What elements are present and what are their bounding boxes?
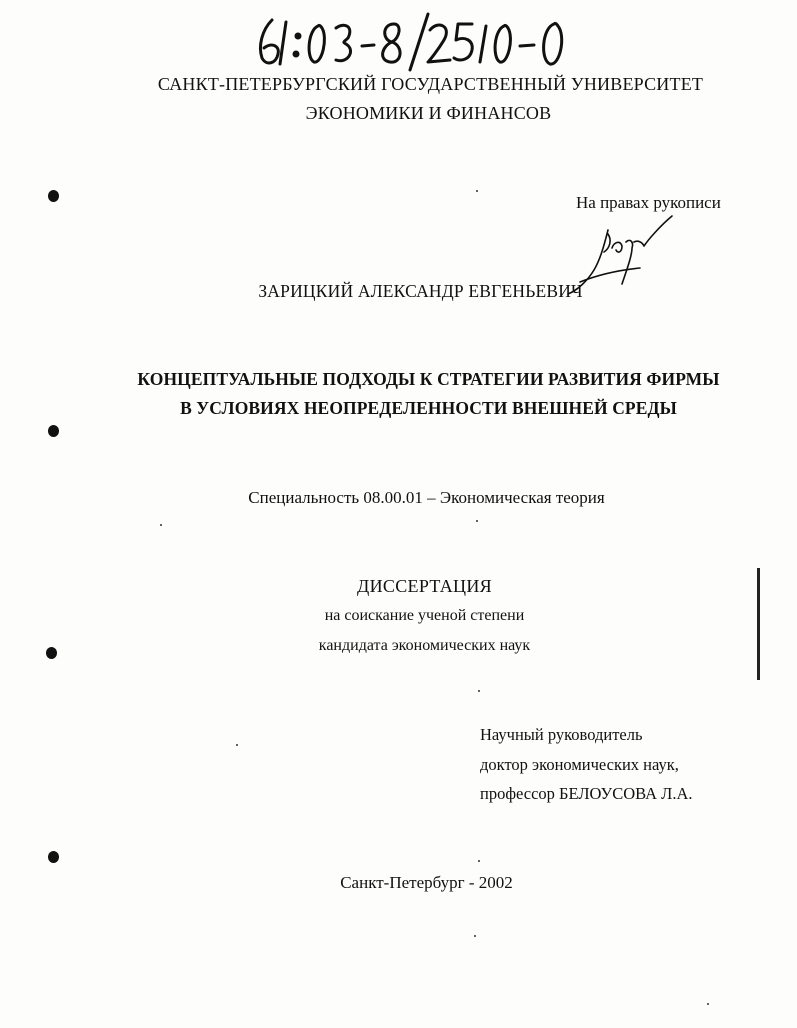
university-name-line2: ЭКОНОМИКИ И ФИНАНСОВ	[305, 103, 552, 123]
scan-speck	[160, 524, 162, 526]
author-name: ЗАРИЦКИЙ АЛЕКСАНДР ЕВГЕНЬЕВИЧ	[258, 281, 583, 301]
university-name-line1: САНКТ-ПЕТЕРБУРГСКИЙ ГОСУДАРСТВЕННЫЙ УНИВЕРСИТЕТ	[157, 74, 704, 94]
scan-speck	[478, 690, 480, 692]
scan-speck	[476, 520, 478, 522]
scan-edge-line	[757, 568, 760, 680]
punch-hole-mark	[46, 647, 57, 659]
scan-speck	[236, 744, 238, 746]
thesis-title-line2: В УСЛОВИЯХ НЕОПРЕДЕЛЕННОСТИ ВНЕШНЕЙ СРЕДЫ	[180, 398, 677, 418]
scan-speck	[478, 860, 480, 862]
degree-line2: кандидата экономических наук	[318, 637, 531, 654]
punch-hole-mark	[48, 851, 59, 863]
scan-speck	[476, 190, 478, 192]
punch-hole-mark	[48, 425, 59, 437]
thesis-title-line1: КОНЦЕПТУАЛЬНЫЕ ПОДХОДЫ К СТРАТЕГИИ РАЗВИТИЯ ФИРМЫ	[137, 369, 720, 389]
specialty-line: Специальность 08.00.01 – Экономическая теория	[248, 488, 605, 507]
degree-line1: на соискание ученой степени	[324, 607, 525, 624]
scan-speck	[474, 935, 476, 937]
advisor-degree: доктор экономических наук,	[480, 755, 679, 774]
scan-speck	[707, 1003, 709, 1005]
advisor-name: профессор БЕЛОУСОВА Л.А.	[480, 784, 693, 803]
place-and-year: Санкт-Петербург - 2002	[340, 873, 513, 892]
handwritten-archive-code	[250, 8, 570, 72]
dissertation-heading: ДИССЕРТАЦИЯ	[357, 576, 492, 596]
manuscript-rights-label: На правах рукописи	[576, 193, 721, 212]
advisor-role: Научный руководитель	[480, 725, 643, 744]
punch-hole-mark	[48, 190, 59, 202]
